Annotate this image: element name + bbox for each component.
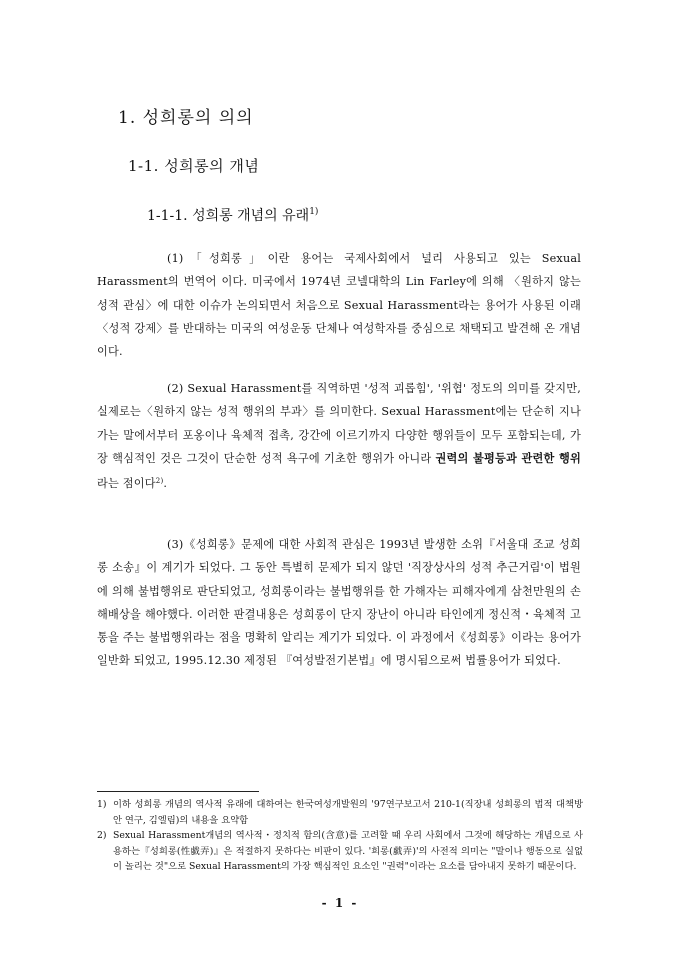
- paragraph-2: [97, 377, 581, 495]
- footnote-number: 1): [97, 799, 107, 810]
- footnote-2: [97, 828, 583, 875]
- paragraph-1-text: (1)「성희롱」이란 용어는 국제사회에서 널리 사용되고 있는 Sexual Harassment의 번역어 이다. 미국에서 1974년 코넬대학의 Lin Farley에 의해 〈원하지 않는 성적 관심〉에 대한 이슈가 논의되면서 처음으로 Sexual Harassment라는 용어가 사용된 이래 〈성적 강제〉를 반대하는 미국의 여성운동 단체나 여성학자를 중심으로 채택되고 발견해 온 개념이다.: [97, 252, 581, 359]
- paragraph-2-emphasis: 권력의 불평등과 관련한 행위: [435, 450, 581, 465]
- subsection-heading: 1-1. 성희롱의 개념: [128, 157, 260, 175]
- section-heading: 1. 성희롱의 의의: [118, 108, 254, 128]
- paragraph-1: [97, 247, 581, 363]
- footnote-number: 2): [97, 830, 107, 842]
- footnote-text: 이하 성희롱 개념의 역사적 유래에 대하여는 한국여성개발원의 '97연구보고서 210-1(직장내 성희롱의 법적 대책방안 연구, 김엘림)의 내용을 요약함: [113, 799, 583, 826]
- paragraph-3: [97, 533, 581, 673]
- footnote-text: Sexual Harassment개념의 역사적・정치적 함의(含意)를 고려할 때 우리 사회에서 그것에 해당하는 개념으로 사용하는『성희롱(性戱弄)』은 적절하지 못하다는 비판이 있다. '희롱(戱弄)'의 사전적 의미는 "말이나 행동으로 실없이 놀리는 것"으로 Sexual Harassment의 가장 핵심적인 요소인 "권력"이라는 요소를 담아내지 못하기 때문이다.: [113, 830, 583, 873]
- footnote-divider: [97, 791, 259, 792]
- footnote-ref-2[interactable]: 2): [155, 477, 164, 486]
- footnote-1: [97, 797, 583, 828]
- paragraph-3-text: (3)《성희롱》문제에 대한 사회적 관심은 1993년 발생한 소위『서울대 조교 성희롱 소송』이 계기가 되었다. 그 동안 특별히 문제가 되지 않던 '직장상사의 성적 추근거림'이 법원에 의해 불법행위로 판단되었고, 성희롱이라는 불법행위를 한 가해자는 피해자에게 삼천만원의 손해배상을 해야했다. 이러한 판결내용은 성희롱이 단지 장난이 아니라 타인에게 정신적・육체적 고통을 주는 불법행위라는 점을 명확히 알리는 계기가 되었다. 이 과정에서《성희롱》이라는 용어가 일반화 되었고, 1995.12.30 제정된 『여성발전기본법』에 명시됨으로써 법률용어가 되었다.: [97, 538, 581, 668]
- footnotes: [97, 797, 583, 875]
- paragraph-2-text-b: 라는 점이다: [97, 477, 156, 491]
- paragraph-2-text-end: .: [163, 477, 168, 491]
- subsubsection-heading: [147, 205, 318, 225]
- paragraph-2-text-a: (2) Sexual Harassment를 직역하면 '성적 괴롭힘', '위협' 정도의 의미를 갖지만, 실제로는〈원하지 않는 성적 행위의 부과〉를 의미한다. Sexual Harassment에는 단순히 지나가는 말에서부터 포옹이나 육체적 접촉, 강간에 이르기까지 다양한 행위들이 모두 포함되는데, 가장 핵심적인 것은 그것이 단순한 성적 욕구에 기초한 행위가 아니라: [97, 382, 581, 465]
- subsubsection-heading-text: 1-1-1. 성희롱 개념의 유래: [147, 208, 310, 224]
- footnote-ref-1[interactable]: 1): [309, 207, 319, 217]
- page-number: - 1 -: [321, 896, 359, 910]
